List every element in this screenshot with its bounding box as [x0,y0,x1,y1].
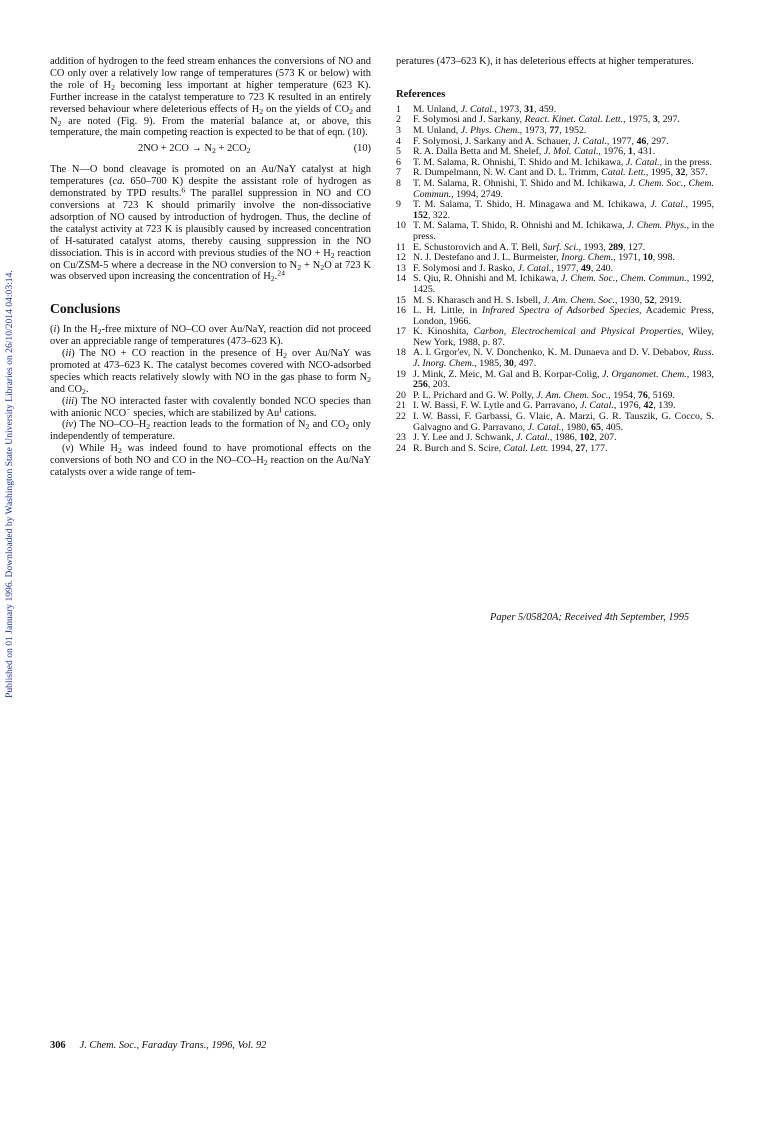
reference-item [396,370,714,391]
page-footer [50,1040,266,1051]
reference-number: 14 [396,273,406,285]
reference-text: R. Burch and S. Scire, Catal. Lett. 1994, 27, 177. [413,442,608,454]
reference-number: 23 [396,432,406,444]
download-watermark: Published on 01 January 1996. Downloaded by Washington State University Libraries on 26/10/2014 04:03:14. [4,270,15,698]
reference-text: F. Solymosi and J. Rasko, J. Catal., 1977, 49, 240. [413,262,614,274]
reference-item [396,306,714,327]
reference-item [396,200,714,221]
reference-text: T. M. Salama, R. Ohnishi, T. Shido and M. Ichikawa, J. Catal., in the press. [413,156,712,168]
reference-text: R. A. Dalla Betta and M. Shelef, J. Mol. Catal., 1976, 1, 431. [413,146,656,158]
reference-number: 17 [396,326,406,338]
reference-text: K. Kinoshita, Carbon, Electrochemical and Physical Properties, Wiley, New York, 1988, p. 87. [413,326,714,348]
reference-number: 22 [396,411,406,423]
reference-number: 18 [396,347,406,359]
reference-text: I. W. Bassi, F. Garbassi, G. Vlaic, A. Marzi, G. R. Tauszik, G. Cocco, S. Galvagno and G. Parravano, J. Catal., 1980, 65, 405. [413,411,714,433]
reference-text: T. M. Salama, R. Ohnishi, T. Shido and M. Ichikawa, J. Chem. Soc., Chem. Commun., 1994, 2749. [413,177,715,200]
reference-text: E. Schustorovich and A. T. Bell, Surf. Sci., 1993, 289, 127. [413,241,646,253]
reference-number: 15 [396,294,406,306]
reference-number: 11 [396,241,406,253]
reference-number: 8 [396,177,401,189]
conclusion-item: (iii) The NO interacted faster with covalently bonded NCO species than with anionic NCO− species, which are stabilized by $Au^I$ cations. [50,395,371,419]
conclusion-item: (i) In the $H_2$-free mixture of NO–CO over Au/NaY, reaction did not proceed over an appreciable range of temperatures (473–623 K). [50,324,372,348]
equation-number: (10) [353,143,371,155]
conclusions-heading: Conclusions [50,301,121,317]
reference-number: 19 [396,368,406,380]
reference-number: 24 [396,442,406,454]
reference-number: 16 [396,305,406,317]
reference-number: 20 [396,389,406,401]
journal-citation: J. Chem. Soc., Faraday Trans., 1996, Vol. 92 [79,1040,267,1051]
reference-text: M. S. Kharasch and H. S. Isbell, J. Am. Chem. Soc., 1930, 52, 2919. [413,294,682,306]
reference-item [396,179,714,200]
reference-number: 21 [396,400,406,412]
reference-text: T. M. Salama, T. Shido, H. Minagawa and M. Ichikawa, J. Catal., 1995, 152, 322. [413,199,714,221]
reference-number: 2 [396,114,401,126]
body-paragraph-continued: addition of hydrogen to the feed stream enhances the conversions of NO and CO only over a relatively low range of temperatures (573 K or below) with the role of $H_2$ becoming less important at higher temperature (623 K). Further increase in the catalyst temperature to 723 K resulted in an entirely reversed behaviour where deleterious effects of $H_2$ on the yields of $CO_2$ and $N_2$ are noted (Fig. 9). From the material balance at, or above, this temperature, the main competing reaction is expected to be that of eqn. (10). [50,56,372,139]
reference-number: 6 [396,156,401,168]
reference-text: M. Unland, J. Phys. Chem., 1973, 77, 1952. [413,125,587,136]
reference-text: F. Solymosi, J. Sarkany and A. Schauer, J. Catal., 1977, 46, 297. [413,135,669,147]
equation-10 [50,143,371,155]
page-number: 306 [50,1040,66,1051]
reference-item [396,126,714,137]
reference-text: P. L. Prichard and G. W. Polly, J. Am. Chem. Soc., 1954, 76, 5169. [413,389,675,401]
paper-received-line: Paper 5/05820A; Received 4th September, 1995 [490,612,690,623]
left-column [50,56,371,479]
reference-item [396,221,714,242]
reference-item [396,348,714,369]
right-column [396,56,714,454]
conclusion-item: (ii) The NO + CO reaction in the presence of $H_2$ over Au/NaY was promoted at 473–623 K. The catalyst becomes covered with NCO-adsorbed species which reacts relatively slowly with NO in the gas phase to form $N_2$ and $CO_2$. [50,348,371,396]
reference-item [396,444,714,455]
references-heading: References [396,88,446,100]
reference-text: S. Qiu, R. Ohnishi and M. Ichikawa, J. Chem. Soc., Chem. Commun., 1992, 1425. [413,273,714,295]
reference-item [396,327,714,348]
reference-number: 5 [396,146,401,158]
reference-text: A. I. Grgor'ev, N. V. Donchenko, K. M. Dunaeva and D. V. Debabov, Russ. J. Inorg. Chem., 1985, 30, 497. [413,347,714,370]
reference-number: 9 [396,199,401,211]
reference-text: R. Dumpelmann, N. W. Cant and D. L. Trimm, Catal. Lett., 1995, 32, 357. [413,167,708,179]
reference-list [396,105,714,455]
reference-item [396,274,714,295]
conclusion-item: (v) While $H_2$ was indeed found to have promotional effects on the conversions of both NO and CO in the $NO-CO-H_2$ reaction on the Au/NaY catalysts over a wide range of tem- [50,443,371,479]
reference-number: 1 [396,103,401,115]
reference-text: J. Mink, Z. Meic, M. Gal and B. Korpar-Colig, J. Organomet. Chem., 1983, 256, 203. [413,368,714,391]
reference-number: 4 [396,135,401,147]
reference-number: 12 [396,252,406,264]
reference-text: T. M. Salama, T. Shido, R. Ohnishi and M. Ichikawa, J. Chem. Phys., in the press. [413,220,715,242]
reference-text: N. J. Destefano and J. L. Burmeister, Inorg. Chem., 1971, 10, 998. [413,252,675,264]
reference-number: 13 [396,262,406,274]
reference-text: J. Y. Lee and J. Schwank, J. Catal., 1986, 102, 207. [413,432,617,444]
reference-number: 3 [396,125,401,136]
body-paragraph: The N—O bond cleavage is promoted on an Au/NaY catalyst at high temperatures (ca. 650–700 K) despite the assistant role of hydrogen as demonstrated by TPD results.$^6$ The parallel suppression in NO and CO conversions at 723 K should primarily involve the non-dissociative adsorption of NO caused by introduction of hydrogen. Thus, the decline of the catalyst activity at 723 K is plausibly caused by increased concentration of H-saturated catalyst atoms, thereby causing suppression in the NO dissociation. This is in accord with previous studies of the NO + $H_2$ reaction on Cu/ZSM-5 where a decrease in the NO conversion to $N_2 + N_2O$ at 723 K was observed upon increasing the concentration of $H_2.^{24}$ [50,164,372,284]
conclusion-continued: peratures (473–623 K), it has deleterious effects at higher temperatures. [396,56,694,67]
reference-text: F. Solymosi and J. Sarkany, React. Kinet. Catal. Lett., 1975, 3, 297. [413,114,680,126]
equation-body: $2NO + 2CO \to N_2 + 2CO_2$ [138,143,251,156]
reference-item [396,412,714,433]
conclusion-item: (iv) The $NO-CO-H_2$ reaction leads to the formation of $N_2$ and $CO_2$ only independently of temperature. [50,419,371,443]
reference-number: 7 [396,167,401,179]
reference-text: M. Unland, J. Catal., 1973, 31, 459. [413,103,557,115]
reference-number: 10 [396,220,406,232]
reference-text: I. W. Bassi, F. W. Lytle and G. Parravano, J. Catal., 1976, 42, 139. [413,400,676,412]
reference-text: L. H. Little, in Infrared Spectra of Adsorbed Species, Academic Press, London, 1966. [413,305,714,327]
